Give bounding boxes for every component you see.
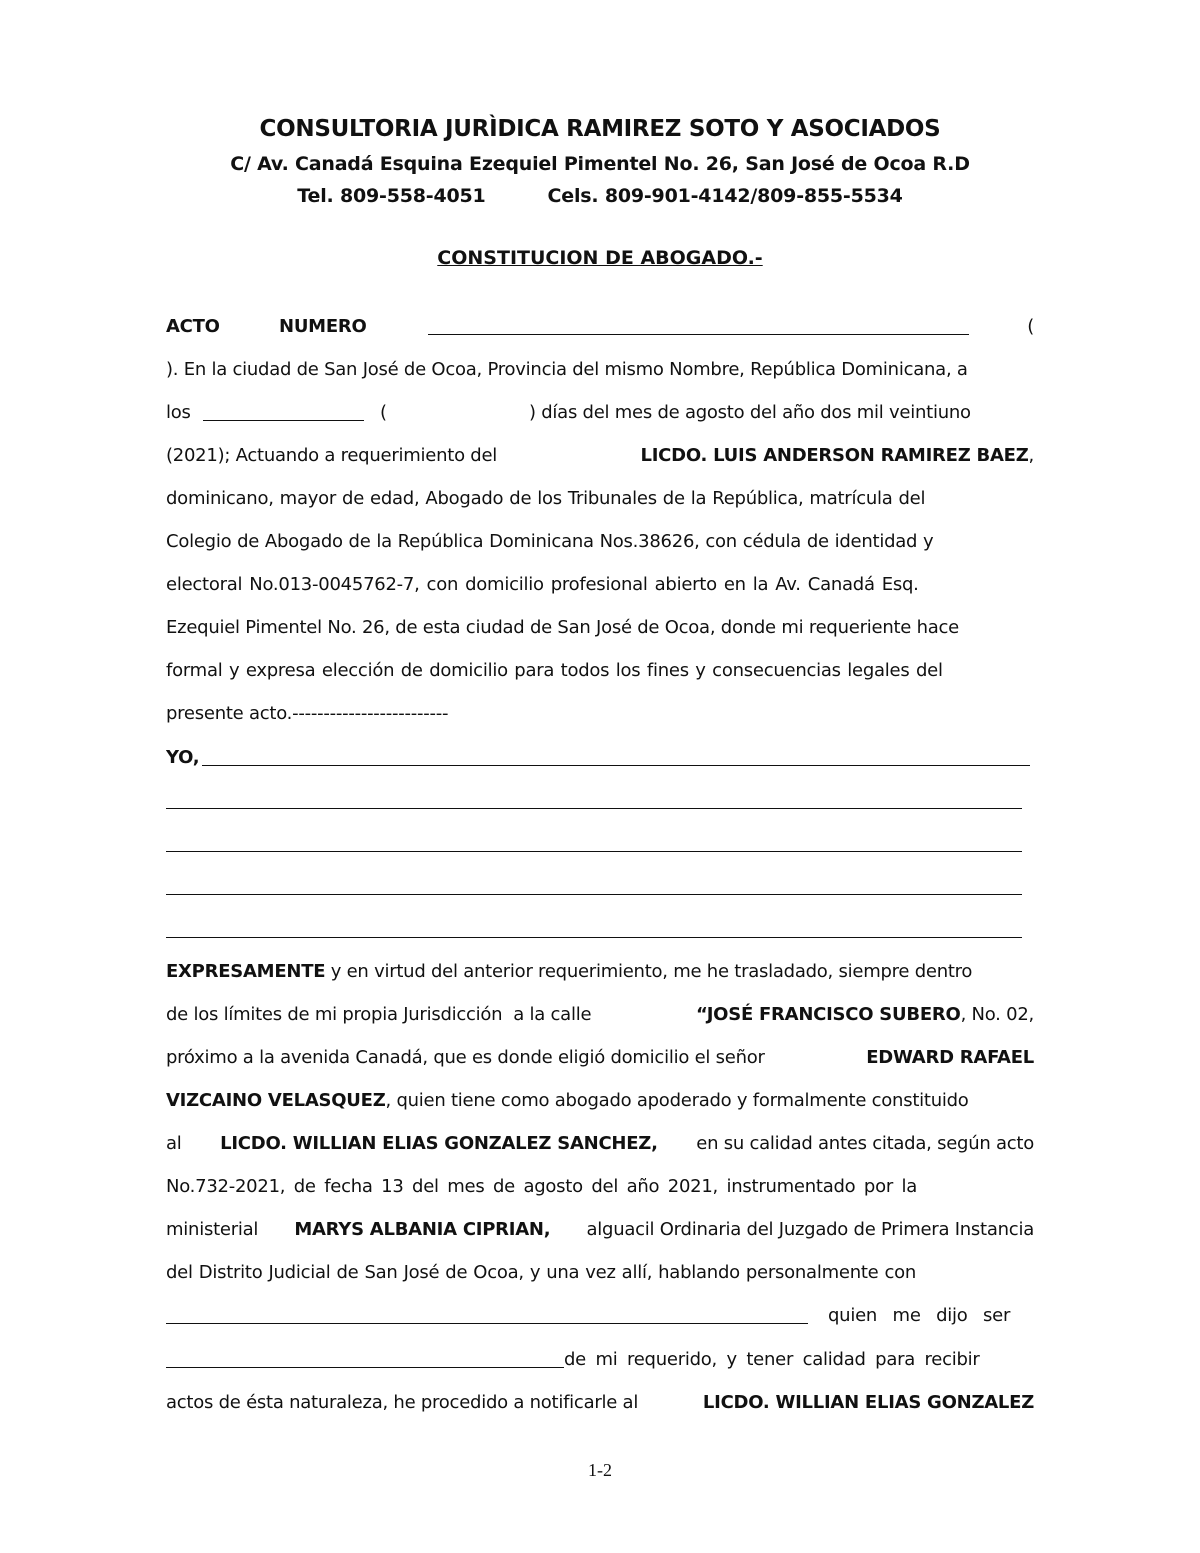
lawyer-name: LICDO. WILLIAN ELIAS GONZALEZ: [702, 1392, 1034, 1413]
paragraph-line: próximo a la avenida Canadá, que es donde eligió domicilio el señor EDWARD RAFAEL: [166, 1043, 1034, 1073]
party-name: VIZCAINO VELASQUEZ: [166, 1090, 386, 1111]
paragraph-line: actos de ésta naturaleza, he procedido a notificarle al LICDO. WILLIAN ELIAS GONZALEZ: [166, 1388, 1034, 1418]
firm-tel: Tel. 809-558-4051: [297, 185, 486, 207]
firm-name: CONSULTORIA JURÌDICA RAMIREZ SOTO Y ASOCIADOS: [259, 116, 941, 142]
acto-label: ACTO: [166, 316, 220, 337]
lawyer-name: LICDO. WILLIAN ELIAS GONZALEZ SANCHEZ,: [220, 1133, 658, 1154]
acto-open-paren: (: [1027, 316, 1034, 337]
expresamente-label: EXPRESAMENTE: [166, 961, 326, 982]
paragraph-line: al LICDO. WILLIAN ELIAS GONZALEZ SANCHEZ, en su calidad antes citada, según acto: [166, 1129, 1034, 1159]
yo-blank-line: [166, 915, 1034, 945]
paragraph-line: electoral No.013-0045762-7, con domicilio profesional abierto en la Av. Canadá Esq.: [166, 574, 919, 595]
firm-cels: Cels. 809-901-4142/809-855-5534: [547, 185, 903, 207]
paragraph-line: Ezequiel Pimentel No. 26, de esta ciudad de San José de Ocoa, donde mi requeriente hace: [166, 617, 959, 638]
paragraph-line: No.732-2021, de fecha 13 del mes de agosto del año 2021, instrumentado por la: [166, 1176, 917, 1197]
dias-blank: [203, 400, 364, 421]
page-number: 1-2: [588, 1460, 612, 1480]
yo-label: YO,: [166, 747, 200, 768]
acto-number-blank: [428, 314, 969, 335]
paragraph-line: del Distrito Judicial de San José de Ocoa, y una vez allí, hablando personalmente con: [166, 1262, 917, 1283]
firm-address: C/ Av. Canadá Esquina Ezequiel Pimentel No. 26, San José de Ocoa R.D: [230, 153, 970, 175]
paragraph-line: de mi requerido, y tener calidad para recibir: [166, 1345, 1034, 1375]
yo-blank-line: [166, 872, 1034, 902]
street-name: “JOSÉ FRANCISCO SUBERO: [695, 1004, 961, 1025]
document-title: CONSTITUCION DE ABOGADO.-: [437, 247, 763, 269]
requirent-name: LICDO. LUIS ANDERSON RAMIREZ BAEZ: [640, 445, 1029, 466]
expresamente-line: EXPRESAMENTE y en virtud del anterior requerimiento, me he trasladado, siempre dentro: [166, 961, 973, 982]
firm-phones: [0, 185, 1200, 207]
paragraph-line: formal y expresa elección de domicilio para todos los fines y consecuencias legales del: [166, 660, 943, 681]
paragraph-line: VIZCAINO VELASQUEZ, quien tiene como abogado apoderado y formalmente constituido: [166, 1090, 969, 1111]
party-name: EDWARD RAFAEL: [866, 1047, 1034, 1068]
requirent-line: (2021); Actuando a requerimiento del LICDO. LUIS ANDERSON RAMIREZ BAEZ,: [166, 445, 1034, 466]
paragraph-line: quien me dijo ser: [166, 1301, 1034, 1331]
paragraph-line: ministerial MARYS ALBANIA CIPRIAN, alguacil Ordinaria del Juzgado de Primera Instancia: [166, 1215, 1034, 1245]
numero-label: NUMERO: [279, 316, 367, 337]
paragraph-line: de los límites de mi propia Jurisdicción a la calle “JOSÉ FRANCISCO SUBERO, No. 02,: [166, 1004, 1034, 1025]
relation-blank: [166, 1347, 564, 1368]
yo-blank-line: [166, 786, 1034, 816]
contact-blank: [166, 1303, 808, 1324]
acto-line: [166, 312, 1034, 342]
yo-line: [166, 743, 1034, 773]
intro-line: ). En la ciudad de San José de Ocoa, Provincia del mismo Nombre, República Dominicana, a: [166, 359, 968, 380]
paragraph-line: dominicano, mayor de edad, Abogado de los Tribunales de la República, matrícula del: [166, 488, 926, 509]
paragraph-line: Colegio de Abogado de la República Dominicana Nos.38626, con cédula de identidad y: [166, 531, 934, 552]
yo-blank: [202, 745, 1030, 766]
paragraph-line: presente acto.-------------------------: [166, 703, 449, 724]
yo-blank-line: [166, 829, 1034, 859]
bailiff-name: MARYS ALBANIA CIPRIAN,: [294, 1219, 551, 1240]
dias-line: los ( ) días del mes de agosto del año dos mil veintiuno: [166, 402, 971, 423]
